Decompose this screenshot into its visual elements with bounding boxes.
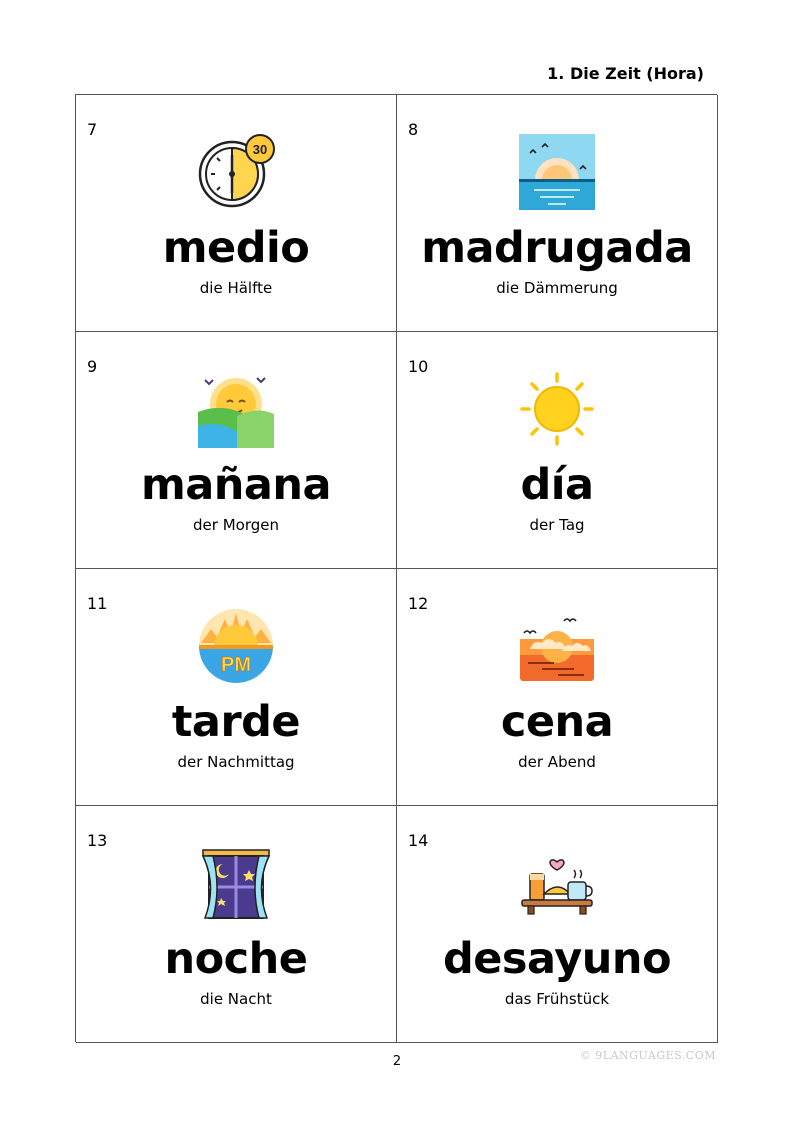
svg-text:PM: PM [221, 654, 251, 676]
breakfast-tray-icon [518, 844, 596, 922]
card-number: 12 [408, 594, 429, 613]
flashcard [397, 332, 718, 569]
spanish-word: cena [500, 697, 614, 747]
spanish-word: día [520, 460, 594, 510]
morning-sun-icon [197, 370, 275, 448]
watermark: © 9LANGUAGES.COM [579, 1049, 716, 1062]
flashcard [76, 95, 397, 332]
night-window-icon [197, 844, 275, 922]
flashcard [397, 806, 718, 1043]
flashcard [397, 569, 718, 806]
clock-half-hour-icon [197, 133, 275, 211]
spanish-word: noche [164, 934, 308, 984]
card-number: 8 [408, 120, 419, 139]
card-number: 7 [87, 120, 98, 139]
card-number: 11 [87, 594, 108, 613]
spanish-word: tarde [171, 697, 301, 747]
german-translation: der Morgen [193, 516, 279, 534]
german-translation: die Nacht [200, 990, 272, 1008]
spanish-word: mañana [140, 460, 332, 510]
card-number: 14 [408, 831, 429, 850]
german-translation: der Tag [529, 516, 585, 534]
card-number: 10 [408, 357, 429, 376]
german-translation: die Dämmerung [496, 279, 618, 297]
german-translation: der Abend [518, 753, 596, 771]
page-title: 1. Die Zeit (Hora) [547, 64, 704, 83]
german-translation: das Frühstück [504, 990, 610, 1008]
dawn-sunrise-icon [518, 133, 596, 211]
flashcard [76, 806, 397, 1043]
german-translation: der Nachmittag [177, 753, 295, 771]
card-number: 13 [87, 831, 108, 850]
afternoon-pm-sun-icon [197, 607, 275, 685]
spanish-word: desayuno [442, 934, 672, 984]
flashcard-grid [75, 94, 717, 1042]
sun-icon [518, 370, 596, 448]
page-number: 2 [392, 1054, 402, 1069]
flashcard [397, 95, 718, 332]
spanish-word: medio [162, 223, 310, 273]
card-number: 9 [87, 357, 98, 376]
flashcard [76, 332, 397, 569]
svg-text:30: 30 [252, 142, 268, 157]
spanish-word: madrugada [421, 223, 693, 273]
flashcard [76, 569, 397, 806]
evening-sunset-icon [518, 607, 596, 685]
german-translation: die Hälfte [199, 279, 273, 297]
